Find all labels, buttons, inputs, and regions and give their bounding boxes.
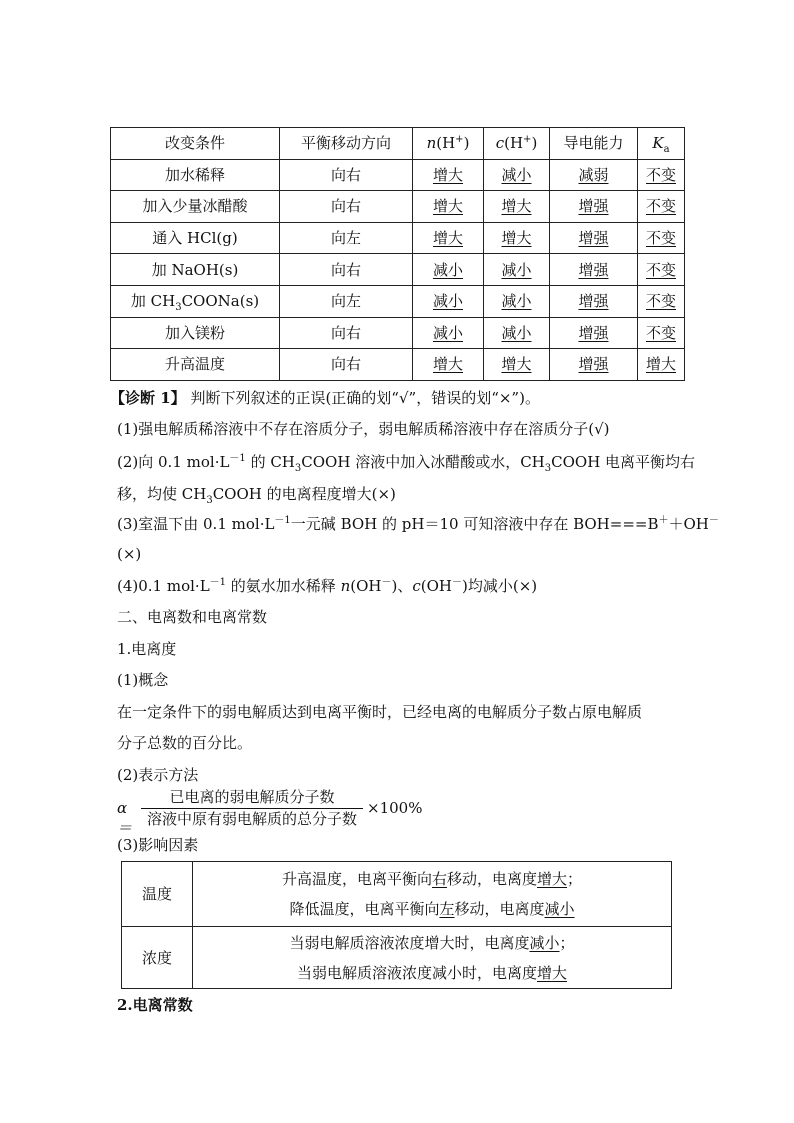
cell-ka: 不变: [638, 254, 685, 286]
cell-c: 增大: [484, 222, 550, 254]
cell-c: 减小: [484, 317, 550, 349]
subsection-ionization-constant: 2.电离常数: [117, 996, 193, 1014]
factor-description: 升高温度，电离平衡向右移动，电离度增大； 降低温度，电离平衡向左移动，电离度减小: [193, 862, 672, 927]
table-row: [111, 349, 685, 381]
factor-description: 当弱电解质溶液浓度增大时，电离度减小； 当弱电解质溶液浓度减小时，电离度增大: [193, 927, 672, 989]
diagnosis-intro: 【诊断 1】 判断下列叙述的正误(正确的划“√”，错误的划“×”)。: [110, 389, 540, 407]
cell-direction: 向右: [280, 254, 413, 286]
cell-direction: 向左: [280, 285, 413, 317]
cell-condition: 加入镁粉: [111, 317, 280, 349]
diagnosis-item-1: (1)强电解质稀溶液中不存在溶质分子，弱电解质稀溶液中存在溶质分子(√): [117, 420, 610, 438]
cell-n: 减小: [413, 254, 484, 286]
cell-condition: 升高温度: [111, 349, 280, 381]
subsection-ionization-degree: 1.电离度: [117, 640, 177, 658]
header-conductivity: 导电能力: [550, 128, 638, 160]
cell-conductivity: 增强: [550, 285, 638, 317]
cell-n: 增大: [413, 159, 484, 191]
concept-label: (1)概念: [117, 671, 169, 689]
formula-numerator: 已电离的弱电解质分子数: [141, 788, 363, 809]
header-n-h: n(H+): [413, 128, 484, 160]
cell-condition: 加入少量冰醋酸: [111, 191, 280, 223]
cell-conductivity: 增强: [550, 254, 638, 286]
cell-n: 增大: [413, 349, 484, 381]
table-row: [111, 317, 685, 349]
cell-condition: 加水稀释: [111, 159, 280, 191]
influencing-factors-table: [121, 861, 672, 989]
cell-direction: 向右: [280, 349, 413, 381]
representation-label: (2)表示方法: [117, 766, 199, 784]
cell-direction: 向右: [280, 159, 413, 191]
cell-c: 增大: [484, 191, 550, 223]
cell-conductivity: 增强: [550, 222, 638, 254]
cell-ka: 不变: [638, 317, 685, 349]
diagnosis-item-2-cont: 移，均使 $CH_3COOH$ 的电离程度增大(×): [117, 485, 396, 506]
factor-label-temperature: 温度: [122, 862, 193, 927]
table-row: [111, 254, 685, 286]
cell-direction: 向右: [280, 191, 413, 223]
table-row: [111, 222, 685, 254]
diagnosis-item-3-cont: (×): [117, 545, 142, 563]
cell-condition: 通入 HCl(g): [111, 222, 280, 254]
table-row: [122, 927, 672, 989]
cell-conductivity: 增强: [550, 349, 638, 381]
cell-n: 减小: [413, 317, 484, 349]
cell-direction: 向左: [280, 222, 413, 254]
cell-ka: 不变: [638, 285, 685, 317]
table-row: [111, 285, 685, 317]
cell-c: 减小: [484, 159, 550, 191]
table-row: [122, 862, 672, 927]
cell-ka: 不变: [638, 222, 685, 254]
concept-text-line-2: 分子总数的百分比。: [117, 734, 253, 752]
header-condition: 改变条件: [111, 128, 280, 160]
header-ka: $K_a$: [638, 128, 685, 160]
cell-ka: 增大: [638, 349, 685, 381]
diagnosis-item-2: (2)向 0.1 $mol\cdot L^{-1}$ 的 $CH_3COOH$ 溶液中加入冰醋酸或水，$CH_3COOH$ 电离平衡均右: [117, 453, 696, 474]
diagnosis-item-3: (3)室温下由 0.1 $mol\cdot L^{-1}$一元碱 BOH 的 pH＝10 可知溶液中存在 BOH===B＋＋OH－: [117, 515, 719, 533]
cell-condition: 加 NaOH(s): [111, 254, 280, 286]
cell-n: 减小: [413, 285, 484, 317]
table-row: [111, 191, 685, 223]
table-row: [111, 159, 685, 191]
section-heading: 二、电离数和电离常数: [117, 608, 268, 626]
cell-condition: 加 $CH_3COONa(s)$: [111, 285, 280, 317]
formula-denominator: 溶液中原有弱电解质的总分子数: [146, 810, 357, 828]
cell-ka: 不变: [638, 159, 685, 191]
equilibrium-table: [110, 127, 685, 381]
cell-ka: 不变: [638, 191, 685, 223]
header-c-h: c(H+): [484, 128, 550, 160]
concept-text-line-1: 在一定条件下的弱电解质达到电离平衡时，已经电离的电解质分子数占原电解质: [117, 703, 643, 721]
factor-label-concentration: 浓度: [122, 927, 193, 989]
cell-direction: 向右: [280, 317, 413, 349]
cell-c: 减小: [484, 285, 550, 317]
cell-c: 减小: [484, 254, 550, 286]
diagnosis-item-4: (4)0.1 $mol\cdot L^{-1}$ 的氨水加水稀释 n(OH－)、c(OH－)均减小(×): [117, 577, 538, 595]
factors-label: (3)影响因素: [117, 836, 199, 854]
table-header-row: [111, 128, 685, 160]
cell-conductivity: 增强: [550, 191, 638, 223]
cell-conductivity: 减弱: [550, 159, 638, 191]
cell-conductivity: 增强: [550, 317, 638, 349]
cell-c: 增大: [484, 349, 550, 381]
cell-n: 增大: [413, 222, 484, 254]
header-shift-direction: 平衡移动方向: [280, 128, 413, 160]
cell-n: 增大: [413, 191, 484, 223]
